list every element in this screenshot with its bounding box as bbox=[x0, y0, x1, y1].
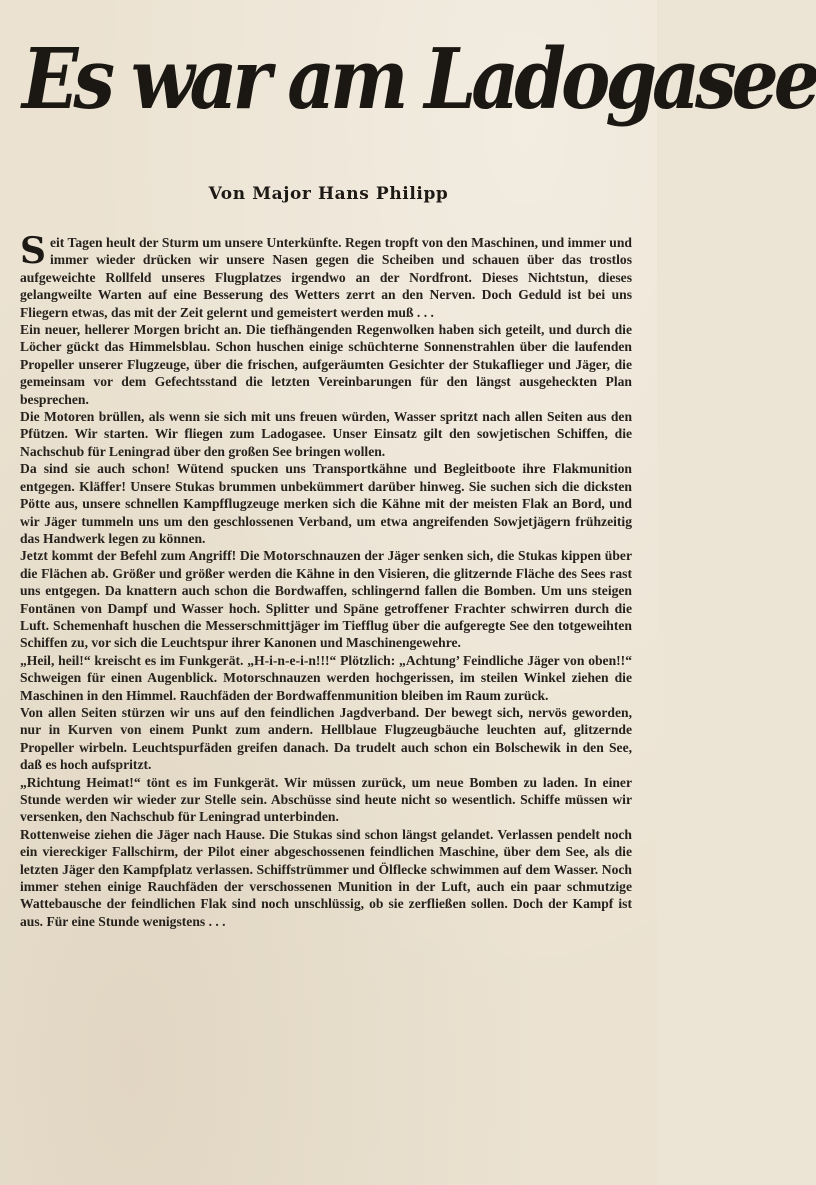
article-paragraph: Ein neuer, hellerer Morgen bricht an. Die tiefhängenden Regenwolken haben sich geteilt, und durch die Löcher gückt das Himmelsblau. Schon huschen einige schüchterne Sonnenstrahlen über die laufenden Propeller unserer Flugzeuge, über die frischen, aufgeräumten Gesichter der Stukaflieger und Jäger, die gemeinsam vor dem Gefechtsstand die letzten Vereinbarungen für den längst ausgeheckten Plan besprechen. bbox=[20, 322, 632, 407]
article-body bbox=[20, 230, 632, 930]
article-paragraph bbox=[20, 230, 632, 321]
article-paragraph: Jetzt kommt der Befehl zum Angriff! Die Motorschnauzen der Jäger senken sich, die Stukas kippen über die Flächen ab. Größer und größer werden die Kähne in den Visieren, die glitzernde Fläche des Sees rast uns entgegen. Da knattern auch schon die Bordwaffen, schlingernd fallen die Bomben. Um uns steigen Fontänen von Dampf und Wasser hoch. Splitter und Späne getroffener Frachter schwirren durch die Luft. Schemenhaft huschen die Messerschmittjäger im Tiefflug über die aufgeregte See den totgeweihten Schiffen zu, vor sich die Leuchtspur ihrer Kanonen und Maschinengewehre. bbox=[20, 548, 632, 651]
article-paragraph: Von allen Seiten stürzen wir uns auf den feindlichen Jagdverband. Der bewegt sich, nervös geworden, nur in Kurven von einem Punkt zum andern. Hellblaue Flugzeugbäuche leuchten auf, glitzernde Propeller wirbeln. Leuchtspurfäden greifen danach. Da trudelt auch schon ein Bolschewik in den See, daß es hoch aufspritzt. bbox=[20, 704, 632, 773]
article-paragraph: Da sind sie auch schon! Wütend spucken uns Transportkähne und Begleitboote ihre Flakmunition entgegen. Kläffer! Unsere Stukas brummen unbekümmert darüber hinweg. Sie suchen sich die dicksten Pötte aus, unsere schnellen Kampfflugzeuge merken sich die Kähne mit der meisten Flak an Bord, und wir Jäger tummeln uns um den geschlossenen Verband, um etwa angreifenden Sowjetjägern frühzeitig das Handwerk legen zu können. bbox=[20, 461, 632, 546]
article-paragraph: Rottenweise ziehen die Jäger nach Hause. Die Stukas sind schon längst gelandet. Verlassen pendelt noch ein viereckiger Fallschirm, der Pilot einer abgeschossenen feindlichen Maschine, über dem See, als die letzten Jäger den Kampfplatz verlassen. Schiffstrümmer und Ölflecke schwimmen auf dem Wasser. Noch immer stehen einige Rauchfäden der verschossenen Munition in der Luft, auch ein paar schmutzige Wattebausche der feindlichen Flak sind noch unschlüssig, ob sie zerfließen sollen. Doch der Kampf ist aus. Für eine Stunde wenigstens . . . bbox=[20, 826, 632, 929]
article-paragraph: Die Motoren brüllen, als wenn sie sich mit uns freuen würden, Wasser spritzt nach allen Seiten aus den Pfützen. Wir starten. Wir fliegen zum Ladogasee. Unser Einsatz gilt den sowjetischen Schiffen, die Nachschub für Leningrad über den großen See bringen wollen. bbox=[20, 409, 632, 459]
article-paragraph: „Heil, heil!“ kreischt es im Funkgerät. „H-i-n-e-i-n!!!“ Plötzlich: „Achtung’ Feindliche Jäger von oben!!“ Schweigen für einen Augenblick. Motorschnauzen werden hochgerissen, im steilen Winkel ziehen die Maschinen in den Himmel. Rauchfäden der Bordwaffenmunition bleiben im Raum zurück. bbox=[20, 652, 632, 703]
article-byline: Von Major Hans Philipp bbox=[208, 184, 449, 204]
article-paragraph: „Richtung Heimat!“ tönt es im Funkgerät. Wir müssen zurück, um neue Bomben zu laden. In einer Stunde werden wir wieder zur Stelle sein. Abschüsse sind heute nicht so wesentlich. Schiffe müssen wir versenken, den Nachschub für Leningrad unterbinden. bbox=[20, 774, 632, 825]
drop-cap: S bbox=[20, 230, 46, 272]
paragraph-text: eit Tagen heult der Sturm um unsere Unterkünfte. Regen tropft von den Maschinen, und immer und immer wieder drücken wir unsere Nasen gegen die Scheiben und schauen über das trostlos aufgeweichte Rollfeld unseres Flugplatzes irgendwo an der Nordfront. Dieses Nichtstun, dieses gelangweilte Warten auf eine Besserung des Wetters zerrt an den Nerven. Doch Geduld ist bei uns Fliegern etwas, das mit der Zeit gelernt und gemeistert werden muß . . . bbox=[20, 235, 632, 320]
article-title: Es war am Ladogasee bbox=[22, 31, 816, 129]
